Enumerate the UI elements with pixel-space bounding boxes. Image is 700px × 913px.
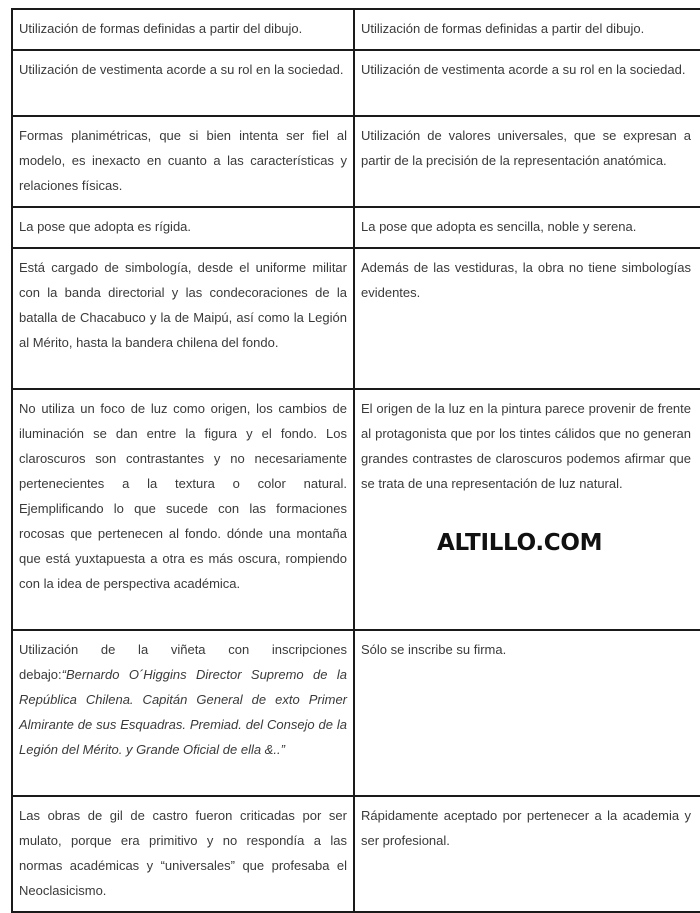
cell-text: Formas planimétricas, que si bien intenta ser fiel al modelo, es inexacto en cuanto a las características y relaciones físicas. [19, 128, 347, 193]
cell-text: Utilización de vestimenta acorde a su rol en la sociedad. [361, 62, 686, 77]
table-row [12, 116, 700, 207]
row-8-right-cell [354, 796, 700, 912]
row-6-right-cell [354, 389, 700, 630]
cell-text [19, 637, 347, 762]
inscription-quote: “Bernardo O´Higgins Director Supremo de la República Chilena. Capitán General de exto Primer Almirante de sus Esquadras. Premiad. del Consejo de la Legión del Mérito. y Grande Oficial de ella &..” [19, 667, 347, 757]
cell-text: Utilización de vestimenta acorde a su rol en la sociedad. [19, 62, 344, 77]
table-row [12, 9, 700, 50]
cell-text: La pose que adopta es sencilla, noble y serena. [361, 219, 637, 234]
row-7-right-cell [354, 630, 700, 796]
row-4-right-cell [354, 207, 700, 248]
row-8-left-cell [12, 796, 354, 912]
cell-text: Utilización de formas definidas a partir del dibujo. [361, 21, 645, 36]
cell-text: Rápidamente aceptado por pertenecer a la academia y ser profesional. [361, 808, 691, 848]
comparison-table [11, 8, 700, 913]
table-row [12, 630, 700, 796]
table-row [12, 248, 700, 389]
row-7-left-cell [12, 630, 354, 796]
row-1-right-cell [354, 9, 700, 50]
inscription-intro: Utilización de la viñeta con inscripciones debajo: [19, 642, 347, 682]
table-row [12, 207, 700, 248]
cell-text: Está cargado de simbología, desde el uniforme militar con la banda directorial y las condecoraciones de la batalla de Chacabuco y la de Maipú, así como la Legión al Mérito, hasta la bandera chilena del fondo. [19, 260, 347, 350]
cell-text: Utilización de formas definidas a partir del dibujo. [19, 21, 303, 36]
row-3-right-cell [354, 116, 700, 207]
cell-text: Sólo se inscribe su firma. [361, 642, 507, 657]
row-2-right-cell [354, 50, 700, 116]
cell-text: Utilización de valores universales, que se expresan a partir de la precisión de la representación anatómica. [361, 128, 691, 168]
row-1-left-cell [12, 9, 354, 50]
cell-text: La pose que adopta es rígida. [19, 219, 192, 234]
cell-text: Además de las vestiduras, la obra no tiene simbologías evidentes. [361, 260, 691, 300]
row-6-left-cell [12, 389, 354, 630]
table-row [12, 389, 700, 630]
table-row [12, 50, 700, 116]
cell-text: El origen de la luz en la pintura parece provenir de frente al protagonista que por los tintes cálidos que no generan grandes contrastes de claroscuros podemos afirmar que se trata de una representación de luz natural. [361, 401, 691, 491]
document-page [11, 8, 700, 913]
table-row [12, 796, 700, 912]
watermark-logo: ALTILLO.COM [437, 530, 603, 556]
row-5-left-cell [12, 248, 354, 389]
row-3-left-cell [12, 116, 354, 207]
cell-text: Las obras de gil de castro fueron criticadas por ser mulato, porque era primitivo y no respondía a las normas académicas y “universales” que profesaba el Neoclasicismo. [19, 808, 347, 898]
row-4-left-cell [12, 207, 354, 248]
row-2-left-cell [12, 50, 354, 116]
row-5-right-cell [354, 248, 700, 389]
cell-text: No utiliza un foco de luz como origen, los cambios de iluminación se dan entre la figura y el fondo. Los claroscuros son contrastantes y no necesariamente pertenecientes a la textura o color natural. Ejemplificando lo que sucede con las formaciones rocosas que pertenecen al fondo. dónde una montaña que está yuxtapuesta a otra es más oscura, rompiendo con la idea de perspectiva académica. [19, 401, 347, 591]
